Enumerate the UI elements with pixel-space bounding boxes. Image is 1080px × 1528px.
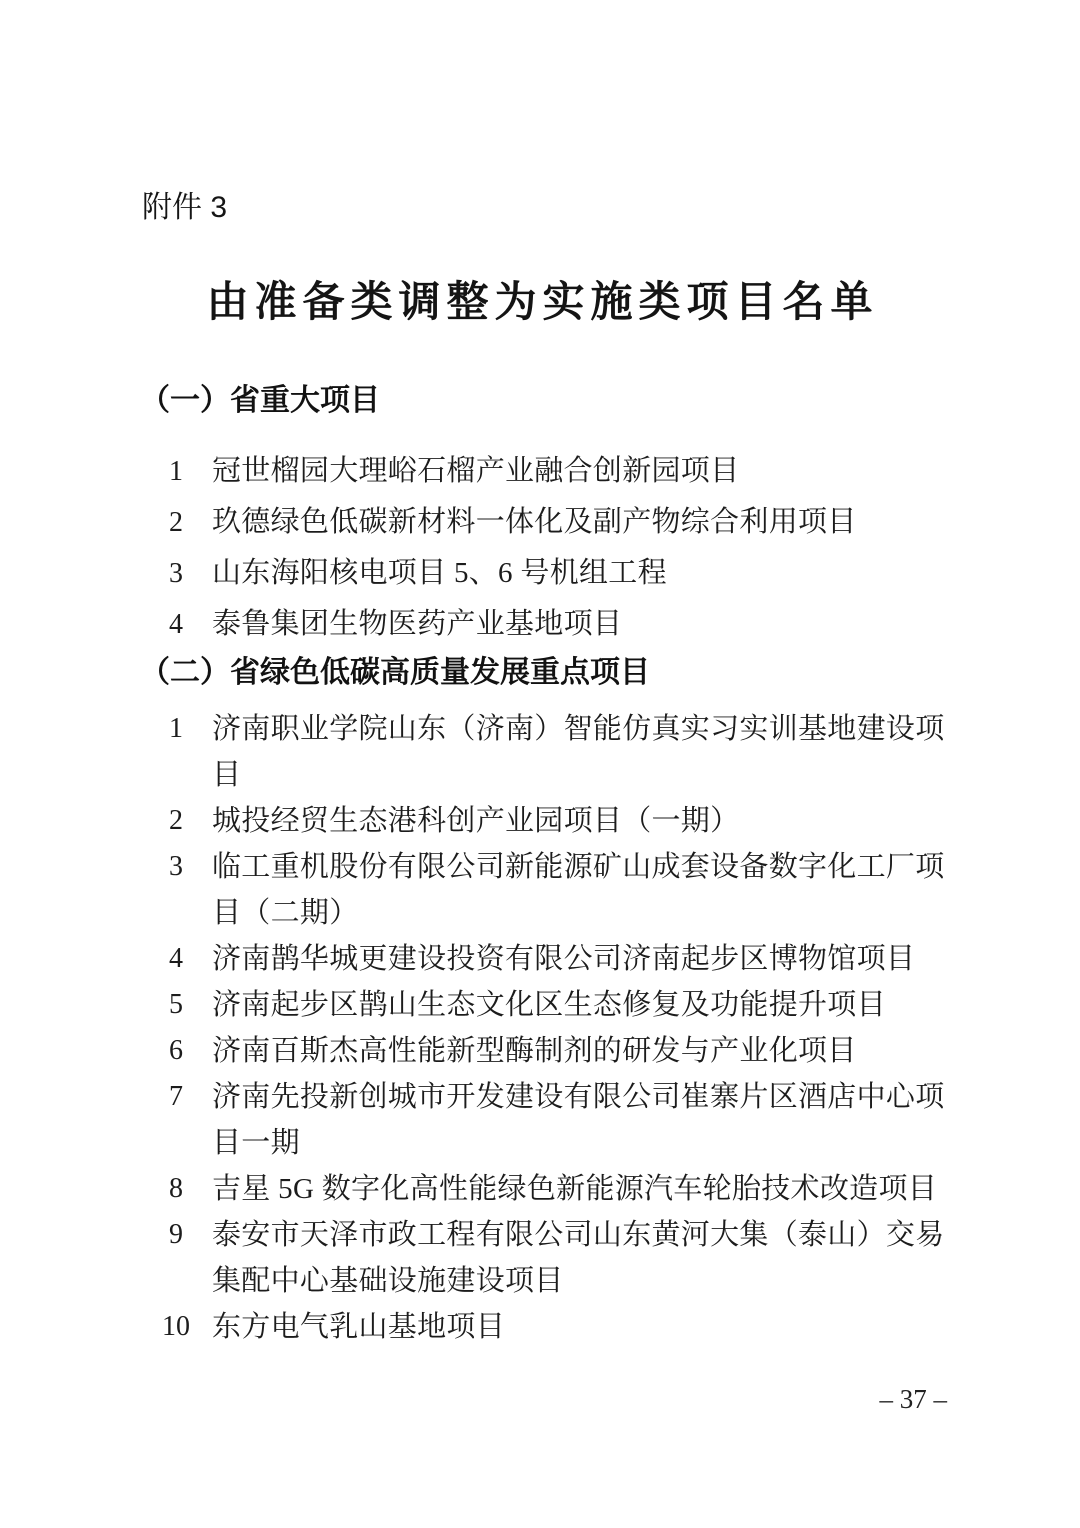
project-number: 6	[169, 1035, 183, 1066]
project-row	[140, 798, 945, 844]
project-row	[140, 550, 945, 597]
project-name: 玖德绿色低碳新材料一体化及副产物综合利用项目	[212, 506, 857, 538]
project-row	[140, 448, 945, 495]
section-heading-2: （二）省绿色低碳高质量发展重点项目	[140, 656, 650, 689]
project-row	[140, 982, 945, 1028]
project-name: 临工重机股份有限公司新能源矿山成套设备数字化工厂项目（二期）	[212, 851, 945, 929]
project-number: 1	[169, 456, 183, 487]
section-heading-1: （一）省重大项目	[140, 384, 380, 417]
project-list-2	[140, 706, 945, 1350]
project-row	[140, 1074, 945, 1166]
document-title: 由准备类调整为实施类项目名单	[206, 280, 879, 326]
project-name: 吉星 5G 数字化高性能绿色新能源汽车轮胎技术改造项目	[212, 1173, 938, 1205]
project-number: 9	[169, 1219, 183, 1250]
project-name: 济南职业学院山东（济南）智能仿真实习实训基地建设项目	[212, 713, 945, 791]
project-name: 泰安市天泽市政工程有限公司山东黄河大集（泰山）交易集配中心基础设施建设项目	[212, 1219, 945, 1297]
project-name: 济南百斯杰高性能新型酶制剂的研发与产业化项目	[212, 1035, 857, 1067]
project-name: 济南先投新创城市开发建设有限公司崔寨片区酒店中心项目一期	[212, 1081, 945, 1159]
attachment-label: 附件 3	[142, 191, 228, 224]
project-row	[140, 1166, 945, 1212]
project-name: 泰鲁集团生物医药产业基地项目	[212, 608, 623, 640]
document-content	[140, 0, 945, 1350]
project-row	[140, 1212, 945, 1304]
page-number: – 37 –	[879, 1384, 947, 1414]
project-number: 7	[169, 1081, 183, 1112]
project-name: 济南鹊华城更建设投资有限公司济南起步区博物馆项目	[212, 943, 916, 975]
project-list-1	[140, 448, 945, 648]
project-number: 1	[169, 713, 183, 744]
project-row	[140, 1028, 945, 1074]
project-number: 4	[169, 943, 183, 974]
project-number: 5	[169, 989, 183, 1020]
project-number: 2	[169, 507, 183, 538]
project-number: 2	[169, 805, 183, 836]
project-row	[140, 499, 945, 546]
project-row	[140, 844, 945, 936]
project-name: 山东海阳核电项目 5、6 号机组工程	[212, 557, 667, 589]
project-row	[140, 601, 945, 648]
project-row	[140, 706, 945, 798]
project-number: 8	[169, 1173, 183, 1204]
project-name: 济南起步区鹊山生态文化区生态修复及功能提升项目	[212, 989, 886, 1021]
project-name: 冠世榴园大理峪石榴产业融合创新园项目	[212, 455, 740, 487]
project-number: 4	[169, 609, 183, 640]
project-number: 3	[169, 558, 183, 589]
project-number: 10	[162, 1311, 190, 1342]
project-row	[140, 936, 945, 982]
project-name: 东方电气乳山基地项目	[212, 1311, 506, 1343]
project-number: 3	[169, 851, 183, 882]
project-name: 城投经贸生态港科创产业园项目（一期）	[212, 805, 740, 837]
project-row	[140, 1304, 945, 1350]
